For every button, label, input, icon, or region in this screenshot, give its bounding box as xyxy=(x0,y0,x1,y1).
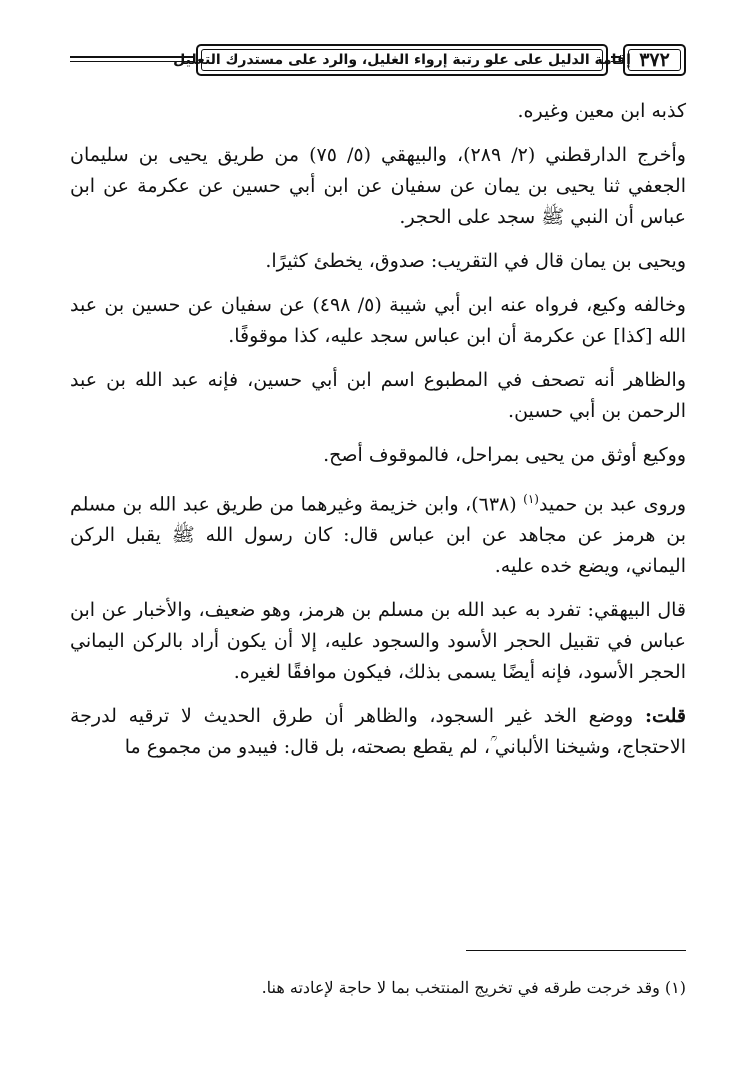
paragraph: والظاهر أنه تصحف في المطبوع اسم ابن أبي حسين، فإنه عبد الله بن عبد الرحمن بن أبي حسين. xyxy=(70,369,686,422)
paragraph: وخالفه وكيع، فرواه عنه ابن أبي شيبة (٥/ ٤٩٨) عن سفيان عن حسين بن عبد الله [كذا] عن عكرمة أن ابن عباس سجد عليه، كذا موقوفًا. xyxy=(70,294,686,347)
paragraph: ويحيى بن يمان قال في التقريب: صدوق، يخطئ كثيرًا. xyxy=(265,250,686,272)
main-text xyxy=(70,96,686,776)
paragraph: كذبه ابن معين وغيره. xyxy=(517,100,686,122)
paragraph: ووكيع أوثق من يحيى بمراحل، فالموقوف أصح. xyxy=(323,444,686,466)
qultu-lead: قلت: xyxy=(644,705,686,728)
paragraph: قلت: ووضع الخد غير السجود، والظاهر أن طرق الحديث لا ترقيه لدرجة الاحتجاج، وشيخنا الألباني ؒ، لم يقطع بصحته، بل قال: فيبدو من مجموع ما xyxy=(70,705,686,759)
page-number-box xyxy=(623,44,686,76)
footnote-separator xyxy=(466,950,686,951)
paragraph: وأخرج الدارقطني (٢/ ٢٨٩)، والبيهقي (٥/ ٧٥) من طريق يحيى بن سليمان الجعفي ثنا يحيى بن يمان عن سفيان عن ابن أبي حسين عن عكرمة عن ابن عباس أن النبي ﷺ سجد على الحجر. xyxy=(70,144,686,228)
paragraph: قال البيهقي: تفرد به عبد الله بن مسلم بن هرمز، وهو ضعيف، والأخبار عن ابن عباس في تقبيل الحجر الأسود والسجود عليه، إلا أن يكون أراد بالركن اليماني الحجر الأسود، فإنه أيضًا يسمى بذلك، فيكون موافقًا لغيره. xyxy=(70,599,686,684)
header-rule-mid xyxy=(611,56,621,62)
page-header xyxy=(70,42,686,80)
paragraph: وروى عبد بن حميد$^{(١)}$ (٦٣٨)، وابن خزيمة وغيرهما من طريق عبد الله بن مسلم بن هرمز عن مجاهد عن ابن عباس قال: كان رسول الله ﷺ يقبل الركن اليماني، ويضع خده عليه. xyxy=(70,492,687,578)
running-title: إقامة الدليل على علو رتبة إرواء الغليل، والرد على مستدرك التعليل xyxy=(173,52,631,68)
running-title-box xyxy=(173,44,631,76)
page-number: ٣٧٢ xyxy=(639,49,670,71)
footnote: (١) وقد خرجت طرقه في تخريج المنتخب بما لا حاجة لإعادته هنا. xyxy=(261,978,686,997)
footnote-ref[interactable]: (١) xyxy=(523,492,539,506)
